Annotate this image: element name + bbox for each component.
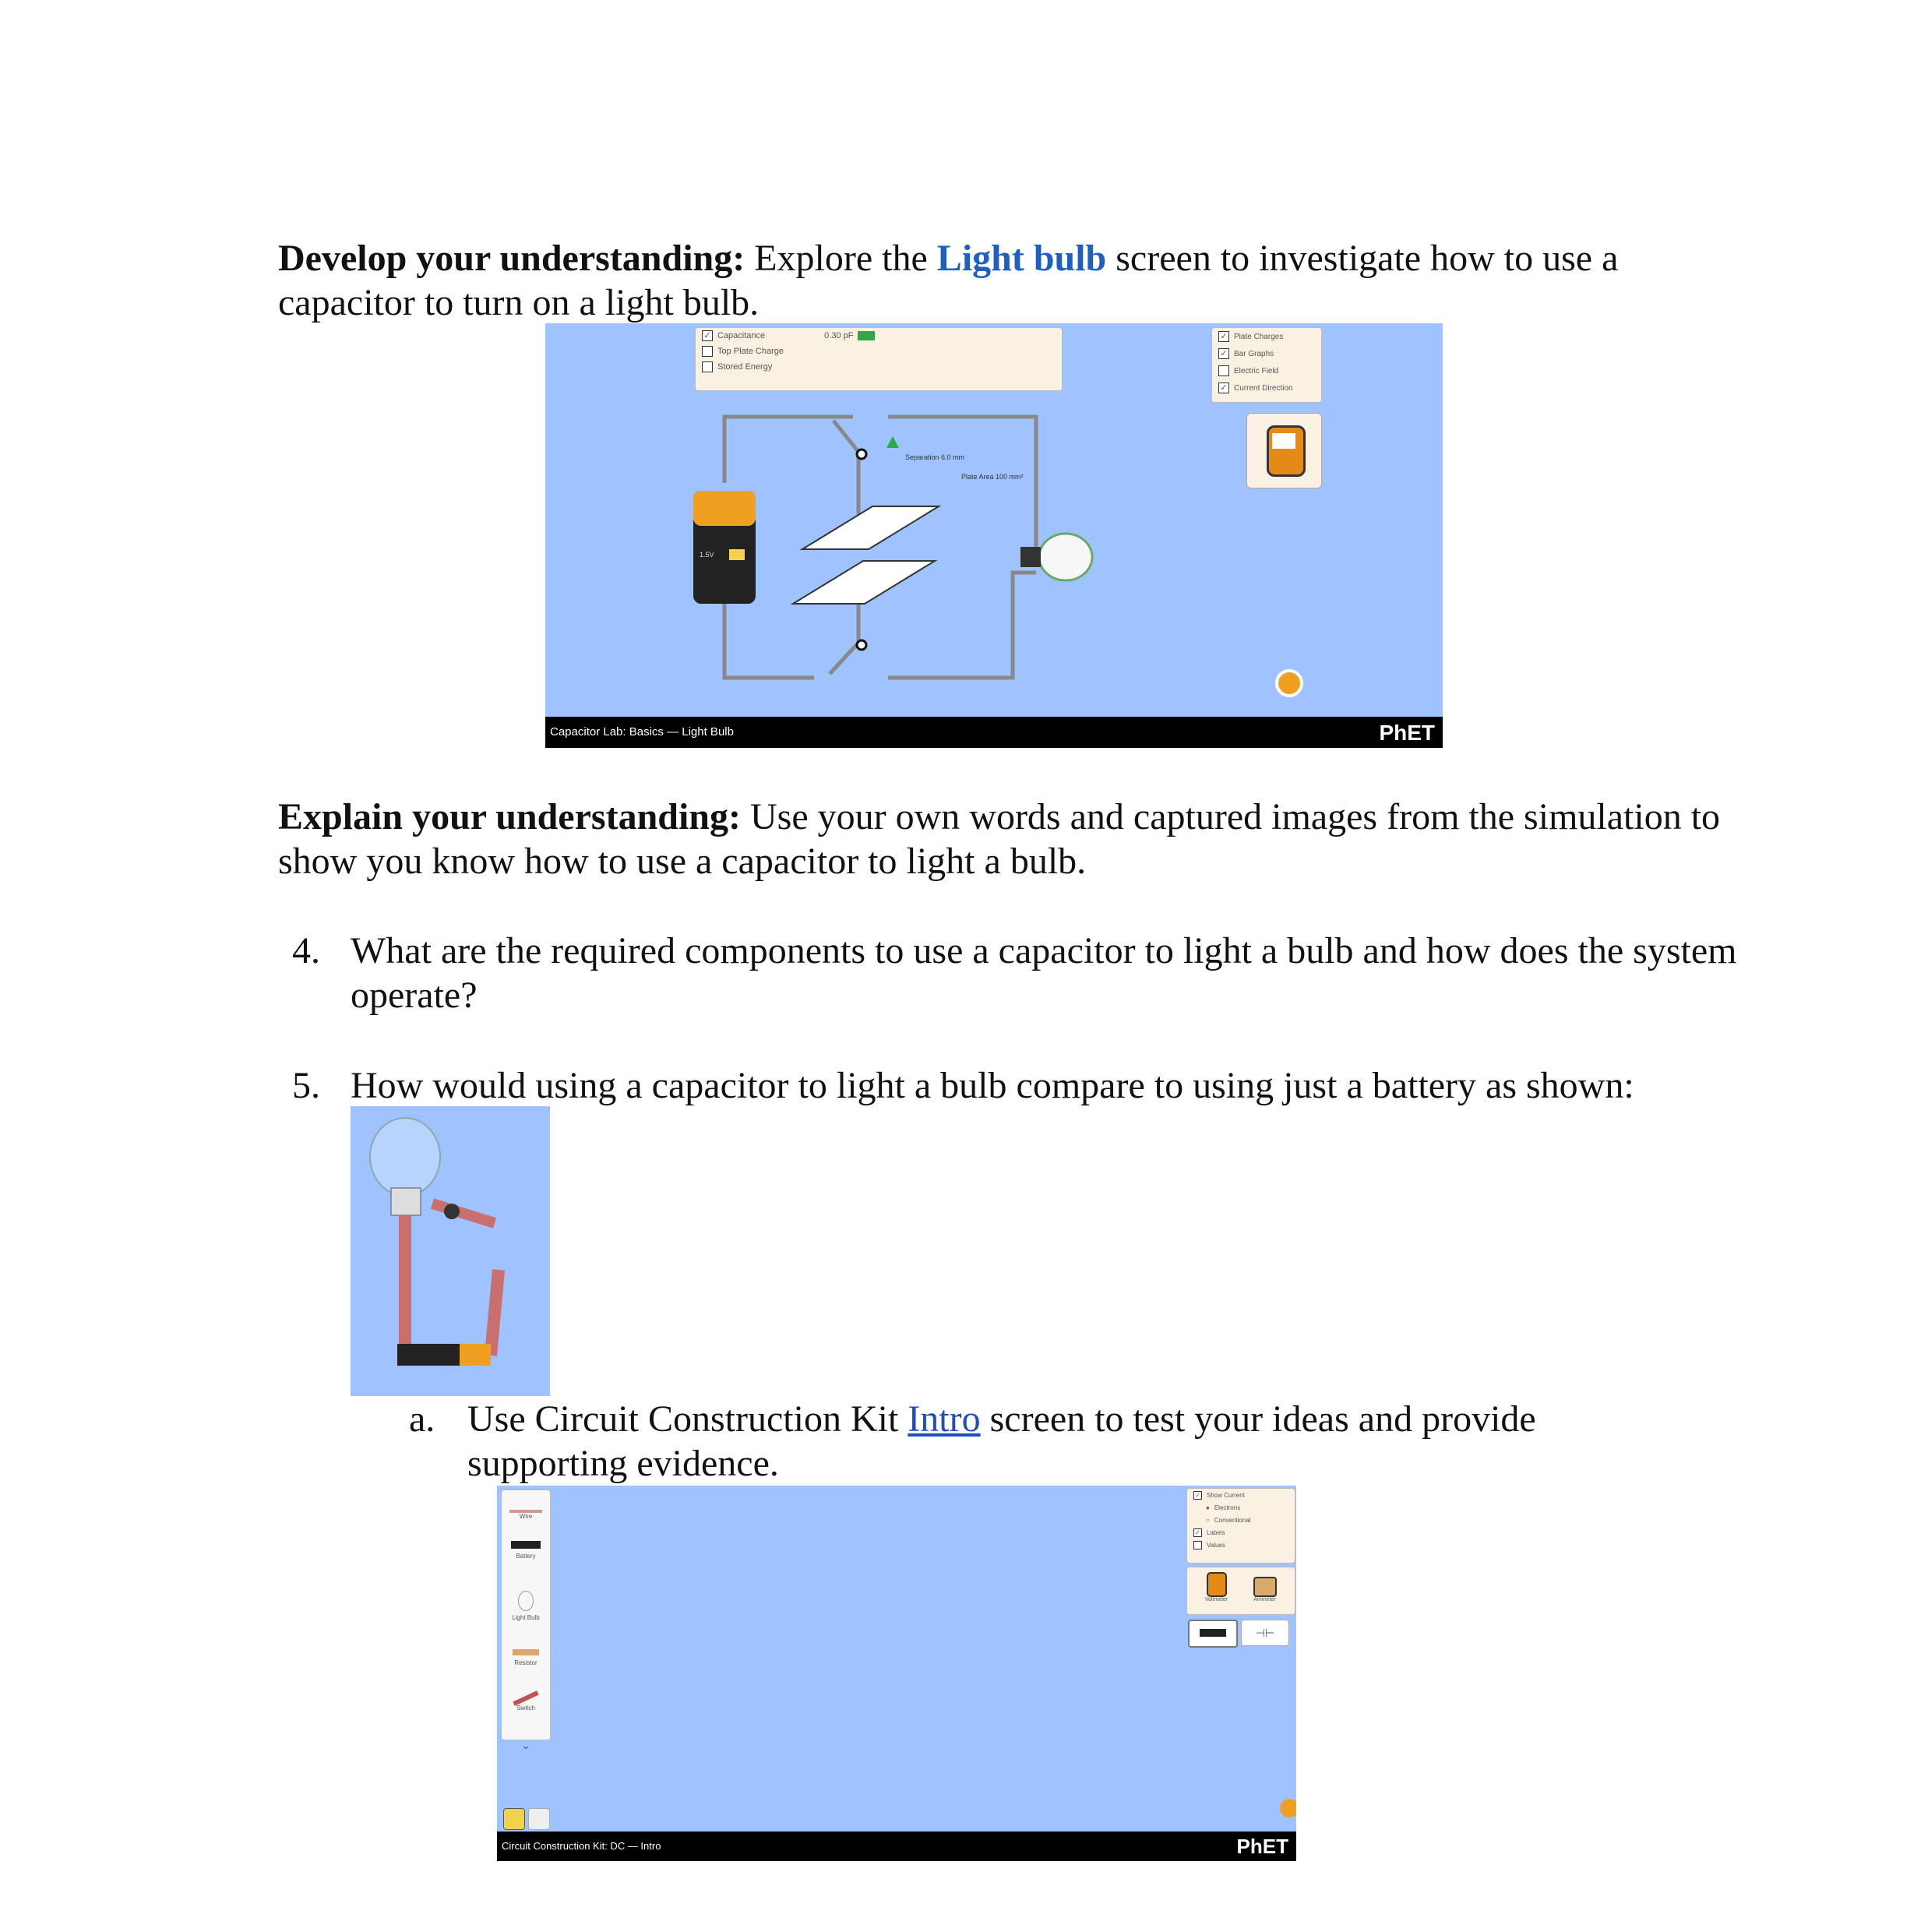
explain-paragraph: Explain your understanding: Use your own words and captured images from the simulation to show you know how to use a capacitor to light a bulb. <box>278 796 1721 882</box>
bottom-switch-node <box>857 640 866 650</box>
wire-bottom-right <box>888 573 1036 678</box>
show-current-checkbox[interactable]: ✓ Show Current <box>1187 1489 1295 1501</box>
light-bulb-glass <box>1039 534 1092 580</box>
display-options-panel <box>1186 1488 1295 1564</box>
toolbox-light-bulb[interactable]: Light Bulb <box>502 1591 550 1645</box>
develop-paragraph: Develop your understanding: Explore the Light bulb screen to investigate how to use a capacitor to turn on a light bulb. <box>278 238 1619 323</box>
subquestion-a-text: Use Circuit Construction Kit Intro screen to test your ideas and provide supporting evidence. <box>467 1398 1536 1484</box>
question-4-text: What are the required components to use a capacitor to light a bulb and how does the system operate? <box>351 930 1737 1016</box>
light-bulb-base <box>1020 547 1041 567</box>
top-wire <box>432 1204 495 1223</box>
lifelike-view-button[interactable] <box>1188 1620 1238 1648</box>
ammeter-tool[interactable]: Ammeter <box>1243 1572 1286 1602</box>
toolbox-wire[interactable]: Wire <box>502 1490 550 1537</box>
bottom-capacitor-plate <box>793 561 935 604</box>
question-5-text: How would using a capacitor to light a bulb compare to using just a battery as shown: <box>351 1065 1634 1106</box>
phet-logo: PhET <box>1379 721 1435 745</box>
toolbox-battery[interactable]: Battery <box>502 1541 550 1588</box>
bulb-glass <box>370 1118 440 1196</box>
battery-bulb-circuit-image <box>351 1106 550 1396</box>
phet-logo: PhET <box>1236 1835 1288 1858</box>
battery-bulb-drawing <box>351 1106 550 1396</box>
bar-graphs-checkbox[interactable]: ✓ Bar Graphs <box>1212 345 1321 362</box>
voltmeter-tool[interactable]: Voltmeter <box>1195 1572 1238 1602</box>
sim1-title-bar <box>545 717 1443 748</box>
battery-label: 1.5V <box>700 551 714 559</box>
component-toolbox <box>501 1490 551 1751</box>
sim1-title: Capacitor Lab: Basics — Light Bulb <box>550 725 734 739</box>
separation-arrow <box>886 436 899 448</box>
toolbox-resistor[interactable]: Resistor <box>502 1649 550 1692</box>
plate-charges-checkbox[interactable]: ✓ Plate Charges <box>1212 328 1321 345</box>
stored-energy-checkbox[interactable]: Stored Energy <box>696 359 1062 375</box>
wire-bottom-left <box>724 592 814 678</box>
reset-icon[interactable] <box>1280 1799 1296 1817</box>
values-checkbox[interactable]: Values <box>1187 1539 1295 1551</box>
wire-top-left <box>724 417 853 483</box>
right-wire <box>491 1270 499 1356</box>
bottom-switch <box>830 643 858 674</box>
sim2-title: Circuit Construction Kit: DC — Intro <box>502 1840 661 1852</box>
question-4-number: 4. <box>292 930 320 971</box>
zoom-in-icon[interactable] <box>503 1808 525 1830</box>
labels-checkbox[interactable]: ✓ Labels <box>1187 1526 1295 1539</box>
plate-area-label: Plate Area 100 mm² <box>961 473 1024 481</box>
subquestion-a-letter: a. <box>409 1398 435 1440</box>
battery-cap <box>460 1344 491 1366</box>
capacitance-checkbox[interactable]: ✓ Capacitance 0.30 pF <box>696 328 1062 344</box>
battery-top <box>693 491 756 526</box>
toolbox-scroll-down-icon[interactable]: ⌄ <box>521 1739 530 1751</box>
intro-link[interactable]: Intro <box>908 1398 981 1440</box>
capacitor-lab-screenshot <box>545 323 1443 748</box>
bulb-base <box>391 1188 421 1215</box>
reset-button <box>1277 671 1302 696</box>
wire-top-right <box>888 417 1036 557</box>
toolbox-switch[interactable]: Switch <box>502 1696 550 1739</box>
battery-slider <box>729 549 745 560</box>
separation-label: Separation 6.0 mm <box>905 453 965 461</box>
current-direction-checkbox[interactable]: ✓ Current Direction <box>1212 379 1321 397</box>
top-switch-node <box>857 450 866 459</box>
zoom-out-icon[interactable] <box>528 1808 550 1830</box>
light-bulb-link[interactable]: Light bulb <box>936 238 1107 279</box>
top-capacitor-plate <box>802 506 939 549</box>
conventional-radio[interactable]: ○ Conventional <box>1206 1516 1251 1524</box>
question-5-number: 5. <box>292 1065 320 1106</box>
electrons-radio[interactable]: ● Electrons <box>1206 1504 1241 1511</box>
top-plate-charge-checkbox[interactable]: Top Plate Charge <box>696 344 1062 359</box>
circuit-construction-kit-screenshot <box>497 1486 1296 1861</box>
develop-heading: Develop your understanding: <box>278 238 745 279</box>
top-switch <box>834 421 858 452</box>
explain-heading: Explain your understanding: <box>278 796 741 837</box>
schematic-view-button[interactable]: ⊣⊢ <box>1241 1620 1289 1646</box>
electric-field-checkbox[interactable]: Electric Field <box>1212 362 1321 379</box>
tools-panel <box>1186 1567 1295 1615</box>
circuit-diagram <box>545 323 1443 713</box>
sim2-title-bar <box>497 1832 1296 1861</box>
junction-node <box>444 1204 460 1219</box>
